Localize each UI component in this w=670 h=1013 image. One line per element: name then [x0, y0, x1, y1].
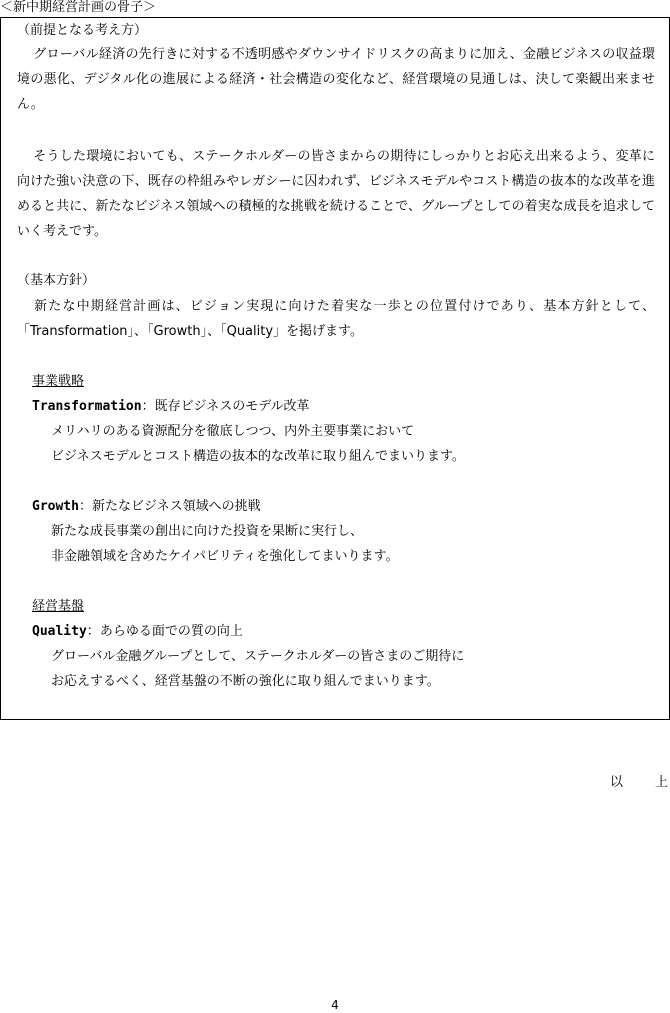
transformation-name: Transformation [32, 399, 142, 414]
policy-title: （基本方針） [17, 273, 96, 288]
closing-mark [610, 774, 668, 792]
transformation-separator: ： [141, 399, 155, 414]
transformation-line-2: ビジネスモデルとコスト構造の抜本的な改革に取り組んでまいります。 [51, 449, 465, 464]
quality-separator: ： [86, 624, 100, 639]
management-foundation-title: 経営基盤 [32, 599, 85, 614]
page-number: 4 [331, 998, 339, 1012]
quality-line-1: グローバル金融グループとして、ステークホルダーの皆さまのご期待に [51, 649, 465, 664]
premise-paragraph-2 [17, 144, 655, 244]
premise-paragraph-1-text: グローバル経済の先行きに対する不透明感やダウンサイドリスクの高まりに加え、金融ビジネスの収益環境の悪化、デジタル化の進展による経済・社会構造の変化など、経営環境の見通しは、決して楽観出来ません。 [17, 47, 655, 112]
growth-subtitle: 新たなビジネス領域への挑戦 [91, 499, 261, 514]
closing-char-1: 以 [610, 775, 624, 790]
closing-char-2: 上 [655, 775, 669, 790]
growth-name: Growth [32, 499, 79, 514]
quality-heading [32, 623, 243, 641]
quality-line-2: お応えするべく、経営基盤の不断の強化に取り組んでまいります。 [51, 674, 440, 689]
premise-paragraph-1 [17, 42, 655, 117]
transformation-subtitle: 既存ビジネスのモデル改革 [154, 399, 310, 414]
transformation-heading [32, 398, 310, 416]
document-heading: ＜新中期経営計画の骨子＞ [0, 0, 157, 15]
business-strategy-title: 事業戦略 [32, 374, 85, 389]
growth-line-2: 非金融領域を含めたケイパビリティを強化してまいります。 [51, 549, 399, 564]
plan-summary-box [0, 17, 670, 720]
quality-name: Quality [32, 624, 87, 639]
premise-title: （前提となる考え方） [17, 23, 148, 38]
policy-paragraph-text: 新たな中期経営計画は、ビジョン実現に向けた着実な一歩との位置付けであり、基本方針として、「Transformation」、「Growth」、「Quality」を掲げます。 [17, 299, 655, 339]
policy-paragraph [17, 294, 655, 344]
growth-separator: ： [78, 499, 92, 514]
growth-heading [32, 498, 261, 516]
transformation-line-1: メリハリのある資源配分を徹底しつつ、内外主要事業において [51, 424, 415, 439]
growth-line-1: 新たな成長事業の創出に向けた投資を果断に実行し、 [51, 524, 364, 539]
premise-paragraph-2-text: そうした環境においても、ステークホルダーの皆さまからの期待にしっかりとお応え出来るよう、変革に向けた強い決意の下、既存の枠組みやレガシーに囚われず、ビジネスモデルやコスト構造の抜本的な改革を進めると共に、新たなビジネス領域への積極的な挑戦を続けることで、グループとしての着実な成長を追求していく考えです。 [17, 149, 655, 239]
quality-subtitle: あらゆる面での質の向上 [99, 624, 243, 639]
